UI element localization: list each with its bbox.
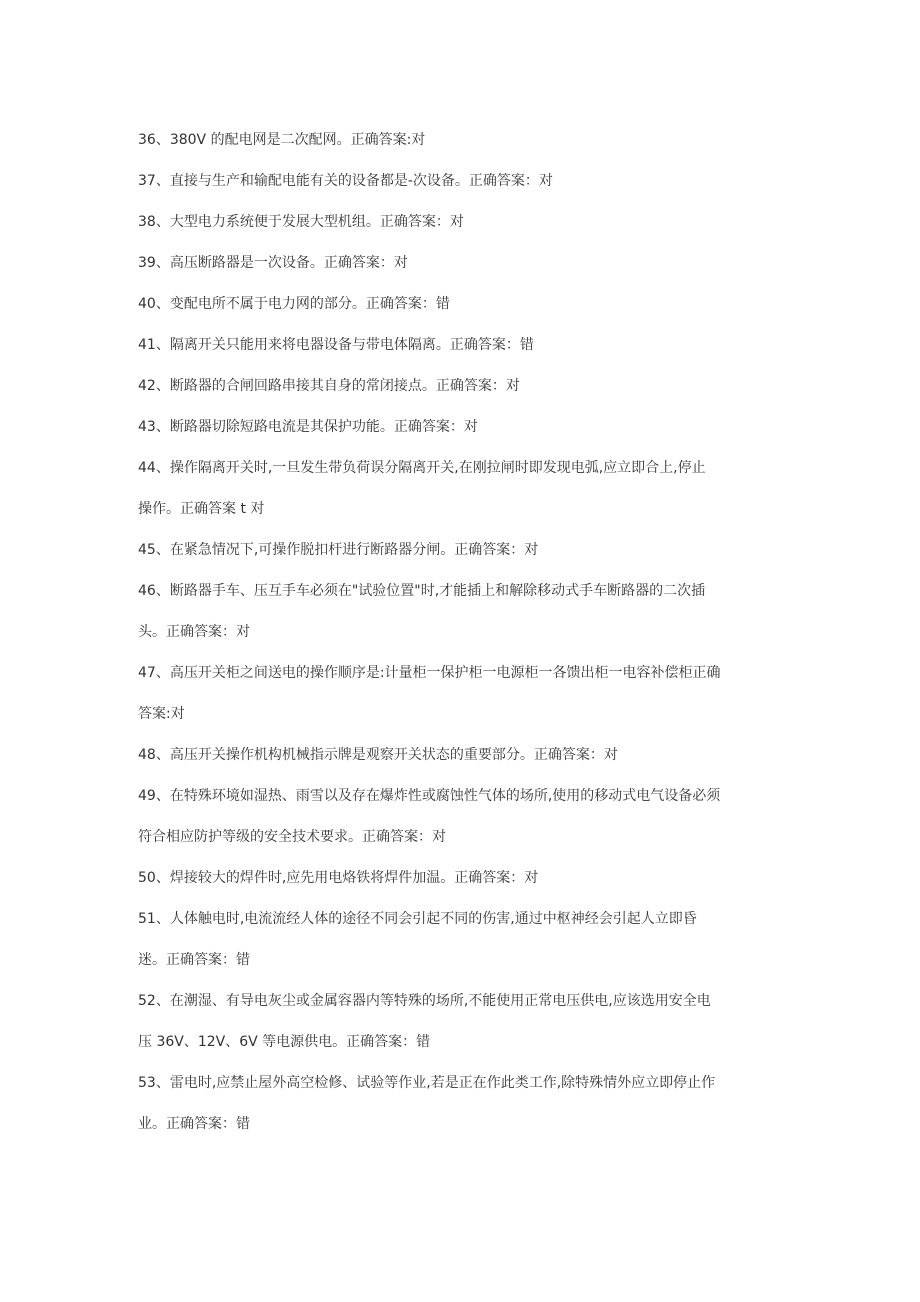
question-text-line: 迷。正确答案：错 — [138, 952, 250, 968]
question-text-line: 48、高压开关操作机构机械指示牌是观察开关状态的重要部分。正确答案：对 — [138, 747, 618, 763]
question-item — [138, 448, 788, 530]
question-text-line: 符合相应防护等级的安全技术要求。正确答案：对 — [138, 829, 446, 845]
question-item — [138, 243, 788, 284]
question-item — [138, 407, 788, 448]
question-text-line: 36、380V 的配电网是二次配网。正确答案:对 — [138, 132, 426, 148]
question-text-line: 47、高压开关柜之间送电的操作顺序是:计量柜一保护柜一电源柜一各馈出柜一电容补偿柜正确 — [138, 665, 721, 681]
question-text-line: 53、雷电时,应禁止屋外高空检修、试验等作业,若是正在作此类工作,除特殊情外应立即停止作 — [138, 1075, 716, 1091]
question-item — [138, 735, 788, 776]
question-item — [138, 776, 788, 858]
question-item — [138, 366, 788, 407]
question-item — [138, 325, 788, 366]
question-text-line: 操作。正确答案 t 对 — [138, 501, 265, 517]
question-text-line: 业。正确答案：错 — [138, 1116, 250, 1132]
question-text-line: 40、变配电所不属于电力网的部分。正确答案：错 — [138, 296, 450, 312]
question-item — [138, 1063, 788, 1145]
question-text-line: 51、人体触电时,电流流经人体的途径不同会引起不同的伤害,通过中枢神经会引起人立即昏 — [138, 911, 697, 927]
question-item — [138, 981, 788, 1063]
question-item — [138, 202, 788, 243]
question-item — [138, 161, 788, 202]
question-list — [138, 120, 788, 1145]
question-text-line: 41、隔离开关只能用来将电器设备与带电体隔离。正确答案：错 — [138, 337, 534, 353]
question-item — [138, 120, 788, 161]
question-text-line: 42、断路器的合闸回路串接其自身的常闭接点。正确答案：对 — [138, 378, 520, 394]
question-item — [138, 571, 788, 653]
question-text-line: 答案:对 — [138, 706, 185, 722]
question-text-line: 50、焊接较大的焊件时,应先用电烙铁将焊件加温。正确答案：对 — [138, 870, 539, 886]
question-text-line: 39、高压断路器是一次设备。正确答案：对 — [138, 255, 408, 271]
question-text-line: 45、在紧急情况下,可操作脱扣杆进行断路器分闸。正确答案：对 — [138, 542, 539, 558]
question-text-line: 46、断路器手车、压互手车必须在"试验位置"时,才能插上和解除移动式手车断路器的二次插 — [138, 583, 706, 599]
question-item — [138, 899, 788, 981]
question-item — [138, 530, 788, 571]
question-text-line: 43、断路器切除短路电流是其保护功能。正确答案：对 — [138, 419, 478, 435]
question-text-line: 头。正确答案：对 — [138, 624, 250, 640]
question-text-line: 44、操作隔离开关时,一旦发生带负荷误分隔离开关,在刚拉闸时即发现电弧,应立即合上,停止 — [138, 460, 706, 476]
question-item — [138, 653, 788, 735]
question-text-line: 37、直接与生产和输配电能有关的设备都是-次设备。正确答案：对 — [138, 173, 553, 189]
question-text-line: 49、在特殊环境如湿热、雨雪以及存在爆炸性或腐蚀性气体的场所,使用的移动式电气设备必须 — [138, 788, 721, 804]
question-text-line: 38、大型电力系统便于发展大型机组。正确答案：对 — [138, 214, 464, 230]
question-text-line: 52、在潮湿、有导电灰尘或金属容器内等特殊的场所,不能使用正常电压供电,应该选用安全电 — [138, 993, 711, 1009]
question-item — [138, 284, 788, 325]
question-item — [138, 858, 788, 899]
question-text-line: 压 36V、12V、6V 等电源供电。正确答案：错 — [138, 1034, 431, 1050]
